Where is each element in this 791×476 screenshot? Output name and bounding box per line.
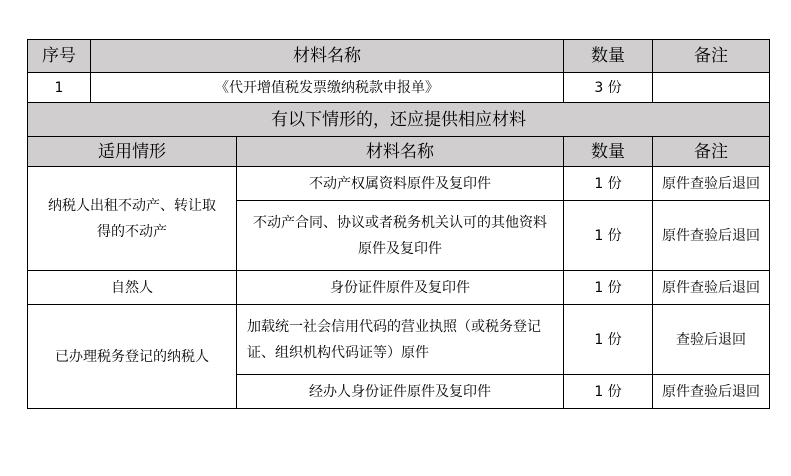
table-header-row [28,40,770,73]
header-qty: 数量 [564,40,653,73]
header-note: 备注 [653,40,770,73]
qty-cell: 1 份 [564,305,653,375]
note-cell: 原件查验后退回 [653,375,770,409]
qty-cell: 1 份 [564,375,653,409]
note-cell [653,73,770,103]
section-banner: 有以下情形的，还应提供相应材料 [28,103,770,137]
sub-header-row [28,137,770,167]
situation-cell: 自然人 [28,271,237,305]
sub-header-material: 材料名称 [237,137,564,167]
material-cell: 加载统一社会信用代码的营业执照（或税务登记证、组织机构代码证等）原件 [237,305,564,375]
note-cell: 原件查验后退回 [653,201,770,271]
qty-cell: 1 份 [564,271,653,305]
seq-cell: 1 [28,73,91,103]
qty-cell: 1 份 [564,201,653,271]
section-banner-row [28,103,770,137]
note-cell: 原件查验后退回 [653,167,770,201]
header-seq: 序号 [28,40,91,73]
material-cell: 不动产权属资料原件及复印件 [237,167,564,201]
qty-cell: 1 份 [564,167,653,201]
sub-header-situation: 适用情形 [28,137,237,167]
sub-header-qty: 数量 [564,137,653,167]
note-cell: 原件查验后退回 [653,271,770,305]
material-cell: 身份证件原件及复印件 [237,271,564,305]
situation-cell: 已办理税务登记的纳税人 [28,305,237,409]
note-cell: 查验后退回 [653,305,770,375]
situation-cell: 纳税人出租不动产、转让取得的不动产 [28,167,237,271]
material-cell: 《代开增值税发票缴纳税款申报单》 [91,73,564,103]
table-row [28,167,770,201]
material-cell: 不动产合同、协议或者税务机关认可的其他资料原件及复印件 [237,201,564,271]
table-row [28,271,770,305]
qty-cell: 3 份 [564,73,653,103]
material-cell: 经办人身份证件原件及复印件 [237,375,564,409]
table-row [28,305,770,375]
sub-header-note: 备注 [653,137,770,167]
table-row [28,73,770,103]
header-material: 材料名称 [91,40,564,73]
materials-table [27,39,770,409]
